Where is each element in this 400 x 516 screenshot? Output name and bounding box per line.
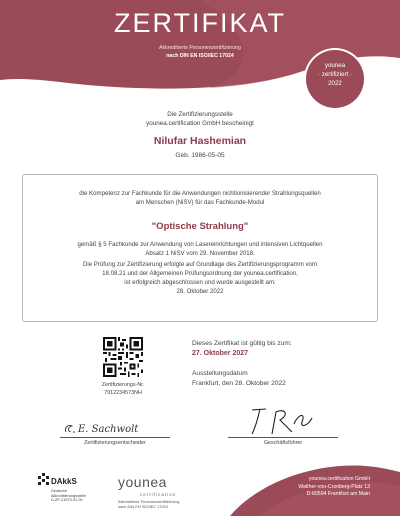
certificate-number-value: 7912234573NH: [104, 390, 142, 396]
certificate-number-label: Zertifizierungs-Nr.: [101, 382, 145, 388]
younea-logo: younea: [118, 474, 167, 490]
qr-code[interactable]: [103, 337, 143, 377]
course-title: "Optische Strahlung": [151, 221, 249, 232]
accreditation-line-2: nach DIN EN ISO/IEC 17024: [166, 53, 234, 59]
exam-line-3: ist erfolgreich abgeschlossen und wurde ausgestellt am:: [124, 279, 276, 286]
validity-date: 27. Oktober 2027: [192, 350, 249, 357]
issue-info: [192, 369, 286, 389]
legal-line-1: gemäß § 5 Fachkunde zur Anwendung von Lasereinrichtungen und intensiven Lichtquellen: [77, 241, 323, 248]
seal-brand: younea: [324, 62, 346, 69]
certification-seal: [306, 50, 364, 108]
seal-year: 2022: [328, 80, 342, 87]
exam-line-2: 18.08.21 und der Allgemeinen Prüfungsordnung der younea.certification,: [102, 270, 298, 277]
exam-text: [40, 260, 360, 296]
younea-norm-line-1: Akkreditierte Personenzertifizierung: [118, 499, 180, 504]
dakks-line-3: D-ZP-21570-01-00: [51, 498, 83, 503]
issuer-line-1: Die Zertifizierungsstelle: [167, 111, 233, 118]
holder-name: Nilufar Hashemian: [153, 135, 247, 147]
validity-info: [192, 339, 292, 359]
dakks-line-2: Akkreditierungsstelle: [51, 493, 87, 498]
address-line-2: Walther-von-Cronberg-Platz 13: [298, 483, 370, 490]
younea-norm-line-2: nach DIN EN ISO/IEC 17024: [118, 503, 168, 509]
legal-basis-text: [40, 240, 360, 258]
issue-place-date: Frankfurt, den 28. Oktober 2022: [192, 380, 286, 387]
left-signature: [62, 418, 142, 438]
left-signature-text: E. Sachwolt: [78, 424, 139, 435]
left-signature-caption: Zertifizierungsentscheider: [84, 440, 146, 446]
right-signature: [246, 404, 336, 438]
intro-line-1: die Kompetenz zur Fachkunde für die Anwendungen nichtionisierender Strahlungsquellen: [79, 190, 321, 197]
issue-label: Ausstellungsdatum: [192, 370, 248, 377]
seal-label: · zertifiziert ·: [317, 71, 353, 78]
issuer-statement: [0, 110, 400, 128]
validity-label: Dieses Zertifikat ist gültig bis zum:: [192, 340, 292, 347]
holder-dob: Geb. 1986-05-05: [175, 152, 225, 159]
exam-date: 28. Oktober 2022: [176, 288, 224, 295]
right-signature-caption: Geschäftsführer: [263, 440, 303, 446]
certificate-number: [70, 381, 176, 397]
dakks-line-1: Deutsche: [51, 489, 68, 493]
younea-accreditation: [118, 500, 179, 509]
intro-line-2: am Menschen (NiSV) für das Fachkunde-Modul: [135, 199, 265, 206]
dakks-name: DAkkS: [51, 477, 77, 486]
issuer-line-2: younea.certification GmbH bescheinigt: [146, 120, 254, 127]
dakks-details: [51, 489, 86, 503]
right-signature-line: [228, 437, 338, 438]
younea-logo-sub: certification: [140, 492, 177, 497]
exam-line-1: Die Prüfung zur Zertifizierung erfolgte auf Grundlage des Zertifizierungsprogramm vom: [82, 261, 318, 268]
left-signature-line: [60, 437, 170, 438]
company-address: [250, 476, 370, 499]
intro-text: [40, 189, 360, 207]
address-line-3: D-60594 Frankfurt am Main: [306, 491, 370, 497]
certificate-title: ZERTIFIKAT: [113, 8, 286, 38]
address-line-1: younea.certification GmbH: [308, 476, 370, 482]
legal-line-2: Absatz 1 NiSV vom 29. November 2018.: [145, 250, 255, 257]
accreditation-line-1: Akkreditierte Personenzertifizierung: [159, 45, 241, 51]
